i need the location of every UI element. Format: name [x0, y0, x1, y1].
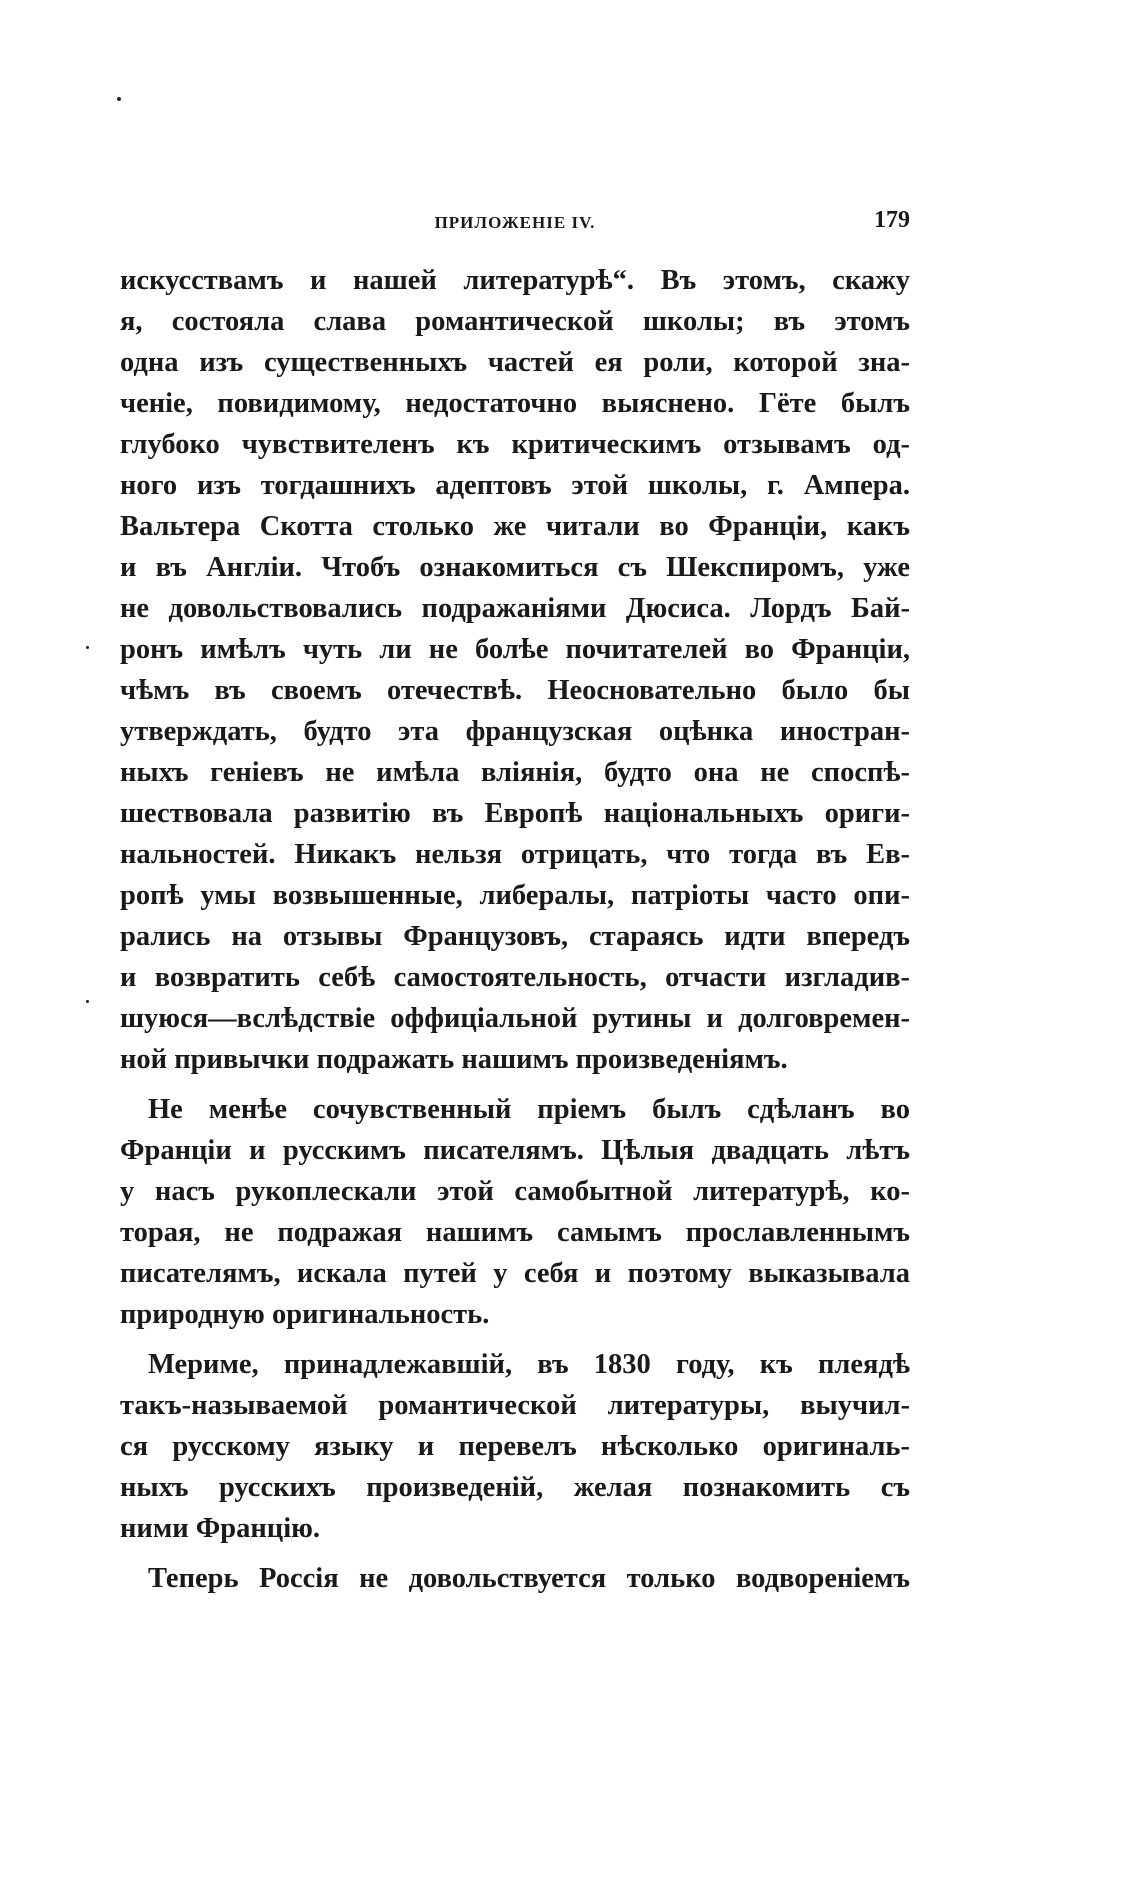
text-line: и въ Англіи. Чтобъ ознакомиться съ Шекспиромъ, уже: [120, 552, 910, 583]
ink-speck: [86, 1000, 89, 1003]
paragraph: [120, 1344, 910, 1549]
text-line: Мериме, принадлежавшій, въ 1830 году, къ плеядѣ: [148, 1349, 910, 1380]
text-line: ченіе, повидимому, недостаточно выяснено. Гёте былъ: [120, 388, 910, 419]
text-line: торая, не подражая нашимъ самымъ прославленнымъ: [120, 1217, 910, 1248]
text-line: искусствамъ и нашей литературѣ“. Въ этомъ, скажу: [120, 265, 910, 296]
text-line: Франціи и русскимъ писателямъ. Цѣлыя двадцать лѣтъ: [120, 1135, 910, 1166]
paragraph-gap: [120, 1080, 910, 1089]
paragraph-gap: [120, 1335, 910, 1344]
text-line: нальностей. Никакъ нельзя отрицать, что тогда въ Ев-: [120, 839, 910, 870]
ink-speck: [117, 97, 121, 101]
text-line: у насъ рукоплескали этой самобытной литературѣ, ко-: [120, 1176, 910, 1207]
text-line: утверждать, будто эта французская оцѣнка иностран-: [120, 716, 910, 747]
text-line: ного изъ тогдашнихъ адептовъ этой школы, г. Ампера.: [120, 470, 910, 501]
text-line: писателямъ, искала путей у себя и поэтому выказывала: [120, 1258, 910, 1289]
text-line: ныхъ русскихъ произведеній, желая познакомить съ: [120, 1472, 910, 1503]
text-line: Не менѣе сочувственный пріемъ былъ сдѣланъ во: [148, 1094, 910, 1125]
text-line: Теперь Россія не довольствуется только водвореніемъ: [148, 1563, 910, 1594]
text-line: Вальтера Скотта столько же читали во Франціи, какъ: [120, 511, 910, 542]
body-text: [120, 260, 910, 1599]
page-header: [120, 207, 910, 237]
text-line: ронъ имѣлъ чуть ли не болѣе почитателей во Франціи,: [120, 634, 910, 665]
text-line: одна изъ существенныхъ частей ея роли, которой зна-: [120, 347, 910, 378]
text-line: ся русскому языку и перевелъ нѣсколько оригиналь-: [120, 1431, 910, 1462]
text-line: природную оригинальность.: [120, 1299, 490, 1330]
text-line: не довольствовались подражаніями Дюсиса. Лордъ Бай-: [120, 593, 910, 624]
text-line: я, состояла слава романтической школы; въ этомъ: [120, 306, 910, 337]
paragraph-gap: [120, 1549, 910, 1558]
text-line: шествовала развитію въ Европѣ національныхъ ориги-: [120, 798, 910, 829]
text-line: ной привычки подражать нашимъ произведеніямъ.: [120, 1044, 788, 1075]
text-line: шуюся—вслѣдствіе оффиціальной рутины и долговремен-: [120, 1003, 910, 1034]
ink-speck: [86, 646, 89, 649]
paragraph: [120, 1558, 910, 1599]
text-line: чѣмъ въ своемъ отечествѣ. Неосновательно было бы: [120, 675, 910, 706]
text-line: такъ-называемой романтической литературы, выучил-: [120, 1390, 910, 1421]
running-title: ПРИЛОЖЕНІЕ IV.: [434, 213, 596, 232]
text-line: глубоко чувствителенъ къ критическимъ отзывамъ од-: [120, 429, 910, 460]
text-line: ними Францію.: [120, 1513, 321, 1544]
text-line: рались на отзывы Французовъ, стараясь идти впередъ: [120, 921, 910, 952]
paragraph: [120, 260, 910, 1080]
page-number: 179: [874, 207, 910, 233]
text-line: ропѣ умы возвышенные, либералы, патріоты часто опи-: [120, 880, 910, 911]
text-line: и возвратить себѣ самостоятельность, отчасти изгладив-: [120, 962, 910, 993]
paragraph: [120, 1089, 910, 1335]
text-line: ныхъ геніевъ не имѣла вліянія, будто она не споспѣ-: [120, 757, 910, 788]
